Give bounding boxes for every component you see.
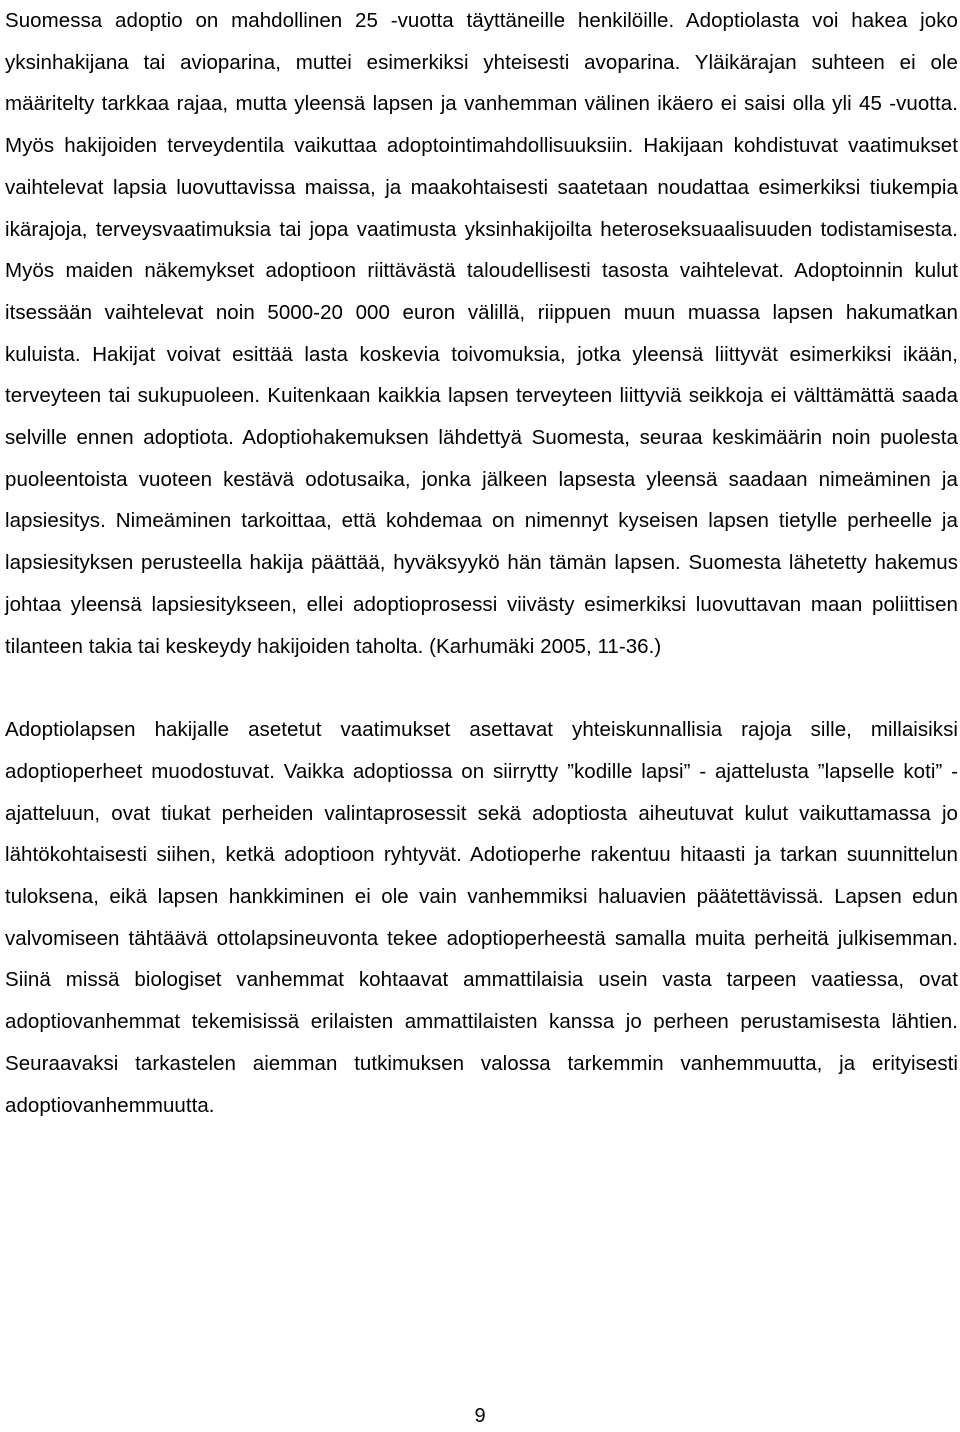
page-number: 9: [474, 1405, 486, 1427]
document-page: [5, 0, 958, 1126]
paragraph-adoption-requirements: Suomessa adoptio on mahdollinen 25 -vuotta täyttäneille henkilöille. Adoptiolasta voi hakea joko yksinhakijana tai avioparina, muttei esimerkiksi yhteisesti avoparina. Yläikärajan suhteen ei ole määritelty tarkkaa rajaa, mutta yleensä lapsen ja vanhemman välinen ikäero ei saisi olla yli 45 -vuotta. Myös hakijoiden terveydentila vaikuttaa adoptointimahdollisuuksiin. Hakijaan kohdistuvat vaatimukset vaihtelevat lapsia luovuttavissa maissa, ja maakohtaisesti saatetaan noudattaa esimerkiksi tiukempia ikärajoja, terveysvaatimuksia tai jopa vaatimusta yksinhakijoilta heteroseksuaalisuuden todistamisesta. Myös maiden näkemykset adoptioon riittävästä taloudellisesti tasosta vaihtelevat. Adoptoinnin kulut itsessään vaihtelevat noin 5000-20 000 euron välillä, riippuen muun muassa lapsen hakumatkan kuluista. Hakijat voivat esittää lasta koskevia toivomuksia, jotka yleensä liittyvät esimerkiksi ikään, terveyteen tai sukupuoleen. Kuitenkaan kaikkia lapsen terveyteen liittyviä seikkoja ei välttämättä saada selville ennen adoptiota. Adoptiohakemuksen lähdettyä Suomesta, seuraa keskimäärin noin puolesta puoleentoista vuoteen kestävä odotusaika, jonka jälkeen lapsesta yleensä saadaan nimeäminen ja lapsiesitys. Nimeäminen tarkoittaa, että kohdemaa on nimennyt kyseisen lapsen tietylle perheelle ja lapsiesityksen perusteella hakija päättää, hyväksyykö hän tämän lapsen. Suomesta lähetetty hakemus johtaa yleensä lapsiesitykseen, ellei adoptioprosessi viivästy esimerkiksi luovuttavan maan poliittisen tilanteen takia tai keskeydy hakijoiden taholta. (Karhumäki 2005, 11-36.): [5, 9, 958, 658]
paragraph-adoptive-family-formation: Adoptiolapsen hakijalle asetetut vaatimukset asettavat yhteiskunnallisia rajoja sille, millaisiksi adoptioperheet muodostuvat. Vaikka adoptiossa on siirrytty ”kodille lapsi” - ajattelusta ”lapselle koti” -ajatteluun, ovat tiukat perheiden valintaprosessit sekä adoptiosta aiheutuvat kulut vaikuttamassa jo lähtökohtaisesti siihen, ketkä adoptioon ryhtyvät. Adotioperhe rakentuu hitaasti ja tarkan suunnittelun tuloksena, eikä lapsen hankkiminen ei ole vain vanhemmiksi haluavien päätettävissä. Lapsen edun valvomiseen tähtäävä ottolapsineuvonta tekee adoptioperheestä samalla muita perheitä julkisemman. Siinä missä biologiset vanhemmat kohtaavat ammattilaisia usein vasta tarpeen vaatiessa, ovat adoptiovanhemmat tekemisissä erilaisten ammattilaisten kanssa jo perheen perustamisesta lähtien. Seuraavaksi tarkastelen aiemman tutkimuksen valossa tarkemmin vanhemmuutta, ja erityisesti adoptiovanhemmuutta.: [5, 718, 958, 1117]
